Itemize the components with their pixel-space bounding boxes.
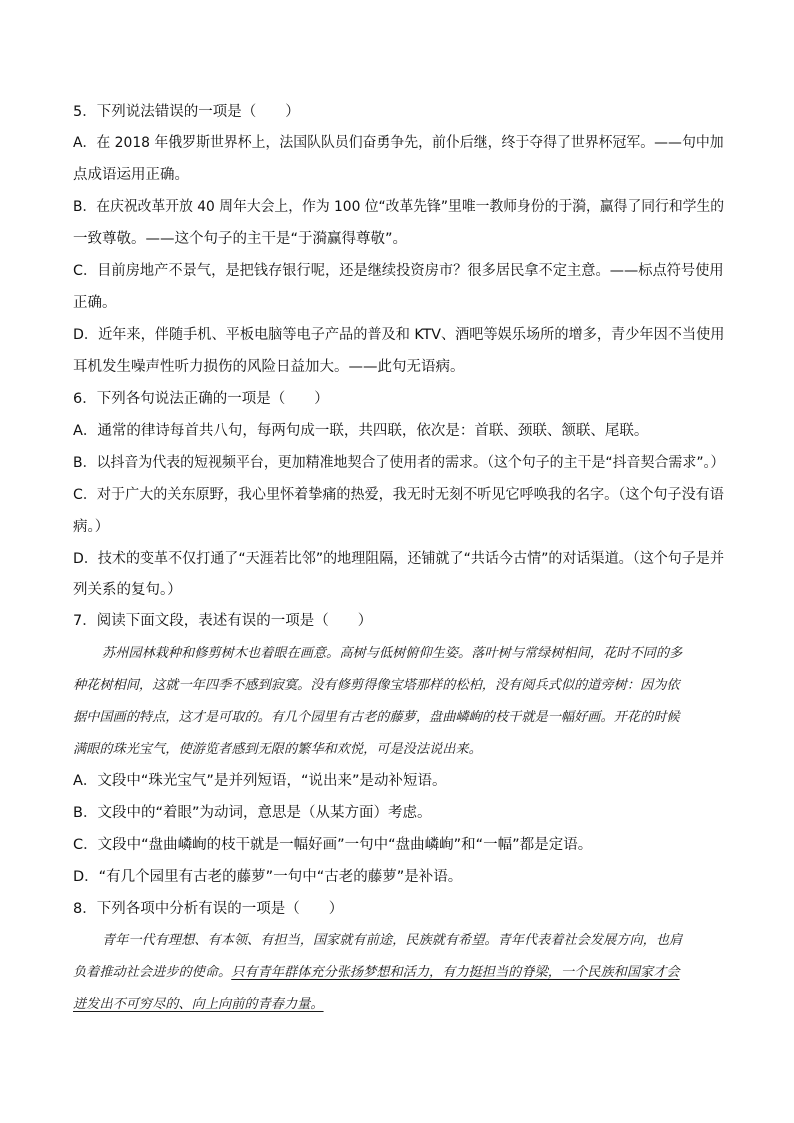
q7-stem: 7．阅读下面文段，表述有误的一项是（ ） xyxy=(73,613,373,629)
q6-option-d-line1: D．技术的变革不仅打通了“天涯若比邻”的地理阻隔，还铺就了“共话今古情”的对话渠道。（这个句子是并 xyxy=(73,551,725,567)
q5-option-b-line2: 一致尊敬。——这个句子的主干是“于漪赢得尊敬”。 xyxy=(73,231,408,247)
q7-passage-line3: 据中国画的特点，这才是可取的。有几个园里有古老的藤萝，盘曲嶙峋的枝干就是一幅好画。开花的时候 xyxy=(73,710,680,725)
q5-option-d-line2: 耳机发生噪声性听力损伤的风险日益加大。——此句无语病。 xyxy=(73,359,465,375)
q7-option-d: D．“有几个园里有古老的藤萝”一句中“古老的藤萝”是补语。 xyxy=(73,869,463,885)
q8-passage-line2 xyxy=(73,963,680,983)
q6-option-c-line2: 病。） xyxy=(73,519,110,535)
q5-option-b-line1: B．在庆祝改革开放 40 周年大会上，作为 100 位“改革先锋”里唯一教师身份的于漪，赢得了同行和学生的 xyxy=(73,199,725,215)
q6-stem: 6．下列各句说法正确的一项是（ ） xyxy=(73,391,329,407)
q8-passage-line3-underlined: 迸发出不可穷尽的、向上向前的青春力量。 xyxy=(73,997,324,1012)
q6-option-a: A．通常的律诗每首共八句，每两句成一联，共四联，依次是：首联、颈联、颔联、尾联。 xyxy=(73,423,649,439)
q8-passage-line1: 青年一代有理想、有本领、有担当，国家就有前途，民族就有希望。青年代表着社会发展方向，也肩 xyxy=(102,933,683,948)
q7-option-a: A．文段中“珠光宝气”是并列短语，“说出来”是动补短语。 xyxy=(73,773,447,789)
q5-option-a-line2: 点成语运用正确。 xyxy=(73,167,189,183)
q8-passage-line2-plain: 负着推动社会进步的使命。 xyxy=(73,965,232,980)
q6-option-d-line2: 列关系的复句。） xyxy=(73,582,182,598)
q7-option-b: B．文段中的“着眼”为动词，意思是（从某方面）考虑。 xyxy=(73,805,432,821)
q5-option-d-line1: D．近年来，伴随手机、平板电脑等电子产品的普及和 KTV、酒吧等娱乐场所的增多，青少年因不当使用 xyxy=(73,327,725,343)
q6-option-c-line1: C．对于广大的关东原野，我心里怀着挚痛的热爱，我无时无刻不听见它呼唤我的名字。（这个句子没有语 xyxy=(73,487,724,503)
q7-passage-line1: 苏州园林栽种和修剪树木也着眼在画意。高树与低树俯仰生姿。落叶树与常绿树相间，花时不同的多 xyxy=(102,646,683,661)
q5-option-c-line1: C．目前房地产不景气，是把钱存银行呢，还是继续投资房市？很多居民拿不定主意。——标点符号使用 xyxy=(73,263,724,279)
q6-option-b: B．以抖音为代表的短视频平台，更加精准地契合了使用者的需求。（这个句子的主干是“抖音契合需求”。） xyxy=(73,455,725,471)
q7-passage-line2: 种花树相间，这就一年四季不感到寂寞。没有修剪得像宝塔那样的松柏，没有阅兵式似的道旁树：因为依 xyxy=(73,678,680,693)
q5-option-c-line2: 正确。 xyxy=(73,295,117,311)
q7-option-c: C．文段中“盘曲嶙峋的枝干就是一幅好画”一句中“盘曲嶙峋”和“一幅”都是定语。 xyxy=(73,837,593,853)
q8-passage-line2-underlined: 只有青年群体充分张扬梦想和活力，有力挺担当的脊梁，一个民族和国家才会 xyxy=(231,965,680,980)
q5-stem: 5．下列说法错误的一项是（ ） xyxy=(73,104,300,120)
q5-option-a-line1: A．在 2018 年俄罗斯世界杯上，法国队队员们奋勇争先，前仆后继，终于夺得了世界杯冠军。——句中加 xyxy=(73,135,724,151)
q8-stem: 8．下列各项中分析有误的一项是（ ） xyxy=(73,901,344,917)
q7-passage-line4: 满眼的珠光宝气，使游览者感到无限的繁华和欢悦，可是没法说出来。 xyxy=(73,742,482,757)
